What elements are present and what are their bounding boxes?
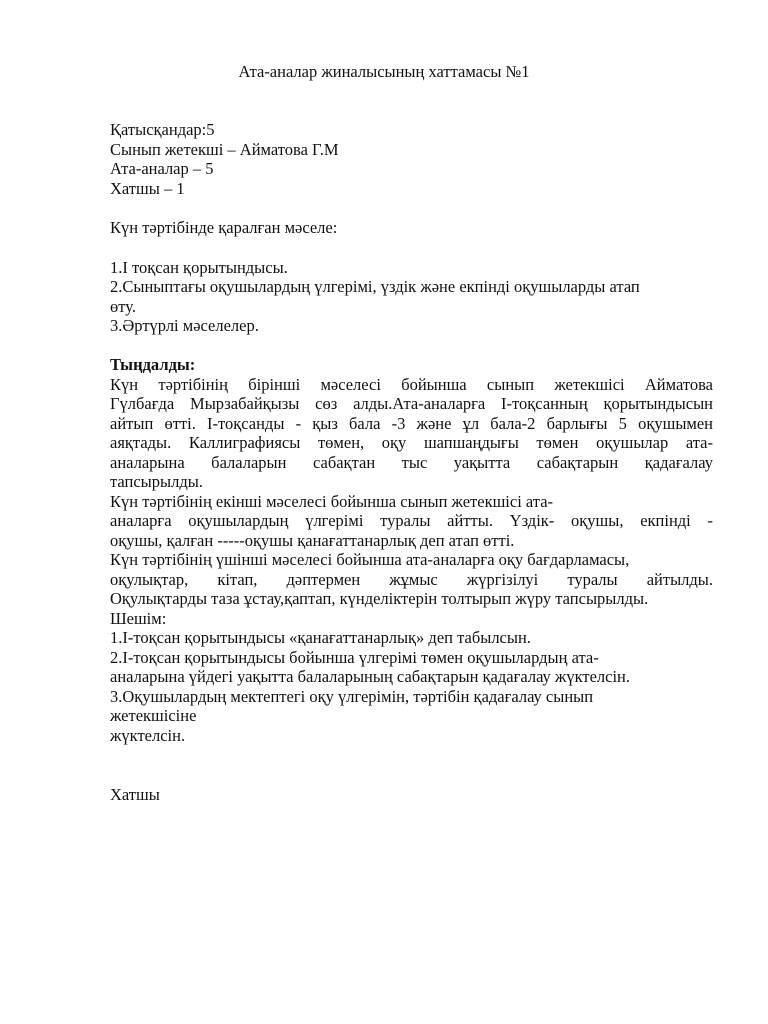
secretary-count: Хатшы – 1 — [110, 179, 185, 198]
secretary-signature: Хатшы — [110, 785, 160, 804]
listened-paragraph-1-line: айтып өтті. I-тоқсанды - қыз бала -3 және ұл бала-2 барлығы 5 оқушымен — [110, 414, 713, 433]
parents-count: Ата-аналар – 5 — [110, 159, 214, 178]
listened-paragraph-1-line: Күн тәртібінің бірінші мәселесі бойынша сынып жетекшісі Айматова — [110, 375, 713, 394]
decision-item-2: 2.I-тоқсан қорытындысы бойынша үлгерімі төмен оқушылардың ата- — [110, 648, 599, 667]
agenda-item-2: 2.Сыныптағы оқушылардың үлгерімі, үздік және екпінді оқушыларды атап — [110, 277, 640, 296]
decision-heading: Шешім: — [110, 609, 167, 628]
decision-item-2-cont: аналарына үйдегі уақытта балаларының сабақтарын қадағалау жүктелсін. — [110, 667, 631, 686]
listened-paragraph-2-line: Күн тәртібінің екінші мәселесі бойынша сынып жетекшісі ата- — [110, 492, 554, 511]
listened-heading: Тыңдалды: — [110, 355, 196, 374]
listened-paragraph-1-line: тапсырылды. — [110, 472, 203, 491]
listened-paragraph-1-line: Гүлбағда Мырзабайқызы сөз алды.Ата-аналарға I-тоқсанның қорытындысын — [110, 394, 713, 413]
listened-paragraph-3-line: Оқулықтарды таза ұстау,қаптап, күнделіктерін толтырып жүру тапсырылды. — [110, 589, 649, 608]
participants-count: Қатысқандар:5 — [110, 120, 215, 139]
decision-item-1: 1.I-тоқсан қорытындысы «қанағаттанарлық» деп табылсын. — [110, 628, 531, 647]
listened-paragraph-2-line: оқушы, қалған -----оқушы қанағаттанарлық деп атап өтті. — [110, 531, 515, 550]
agenda-heading: Күн тәртібінде қаралған мәселе: — [110, 218, 338, 237]
document-title: Ата-аналар жиналысының хаттамасы №1 — [238, 62, 530, 81]
listened-paragraph-3-line: оқулықтар, кітап, дәптермен жұмыс жүргізілуі туралы айтылды. — [110, 570, 713, 589]
listened-paragraph-1-line: аяқтады. Каллиграфиясы төмен, оқу шапшаңдығы төмен оқушылар ата- — [110, 433, 713, 452]
agenda-item-3: 3.Әртүрлі мәселелер. — [110, 316, 259, 335]
decision-item-3-cont: жүктелсін. — [110, 726, 186, 745]
listened-paragraph-2-line: аналарға оқушылардың үлгерімі туралы айтты. Үздік- оқушы, екпінді - — [110, 511, 713, 530]
decision-item-3-cont: жетекшісіне — [110, 706, 197, 725]
agenda-item-2-cont: өту. — [110, 297, 136, 316]
listened-paragraph-3-line: Күн тәртібінің үшінші мәселесі бойынша ата-аналарға оқу бағдарламасы, — [110, 550, 630, 569]
listened-paragraph-1-line: аналарына балаларын сабақтан тыс уақытта сабақтарын қадағалау — [110, 453, 713, 472]
decision-item-3: 3.Оқушылардың мектептегі оқу үлгерімін, тәртібін қадағалау сынып — [110, 687, 594, 706]
class-teacher: Сынып жетекші – Айматова Г.М — [110, 140, 339, 159]
agenda-item-1: 1.I тоқсан қорытындысы. — [110, 258, 288, 277]
